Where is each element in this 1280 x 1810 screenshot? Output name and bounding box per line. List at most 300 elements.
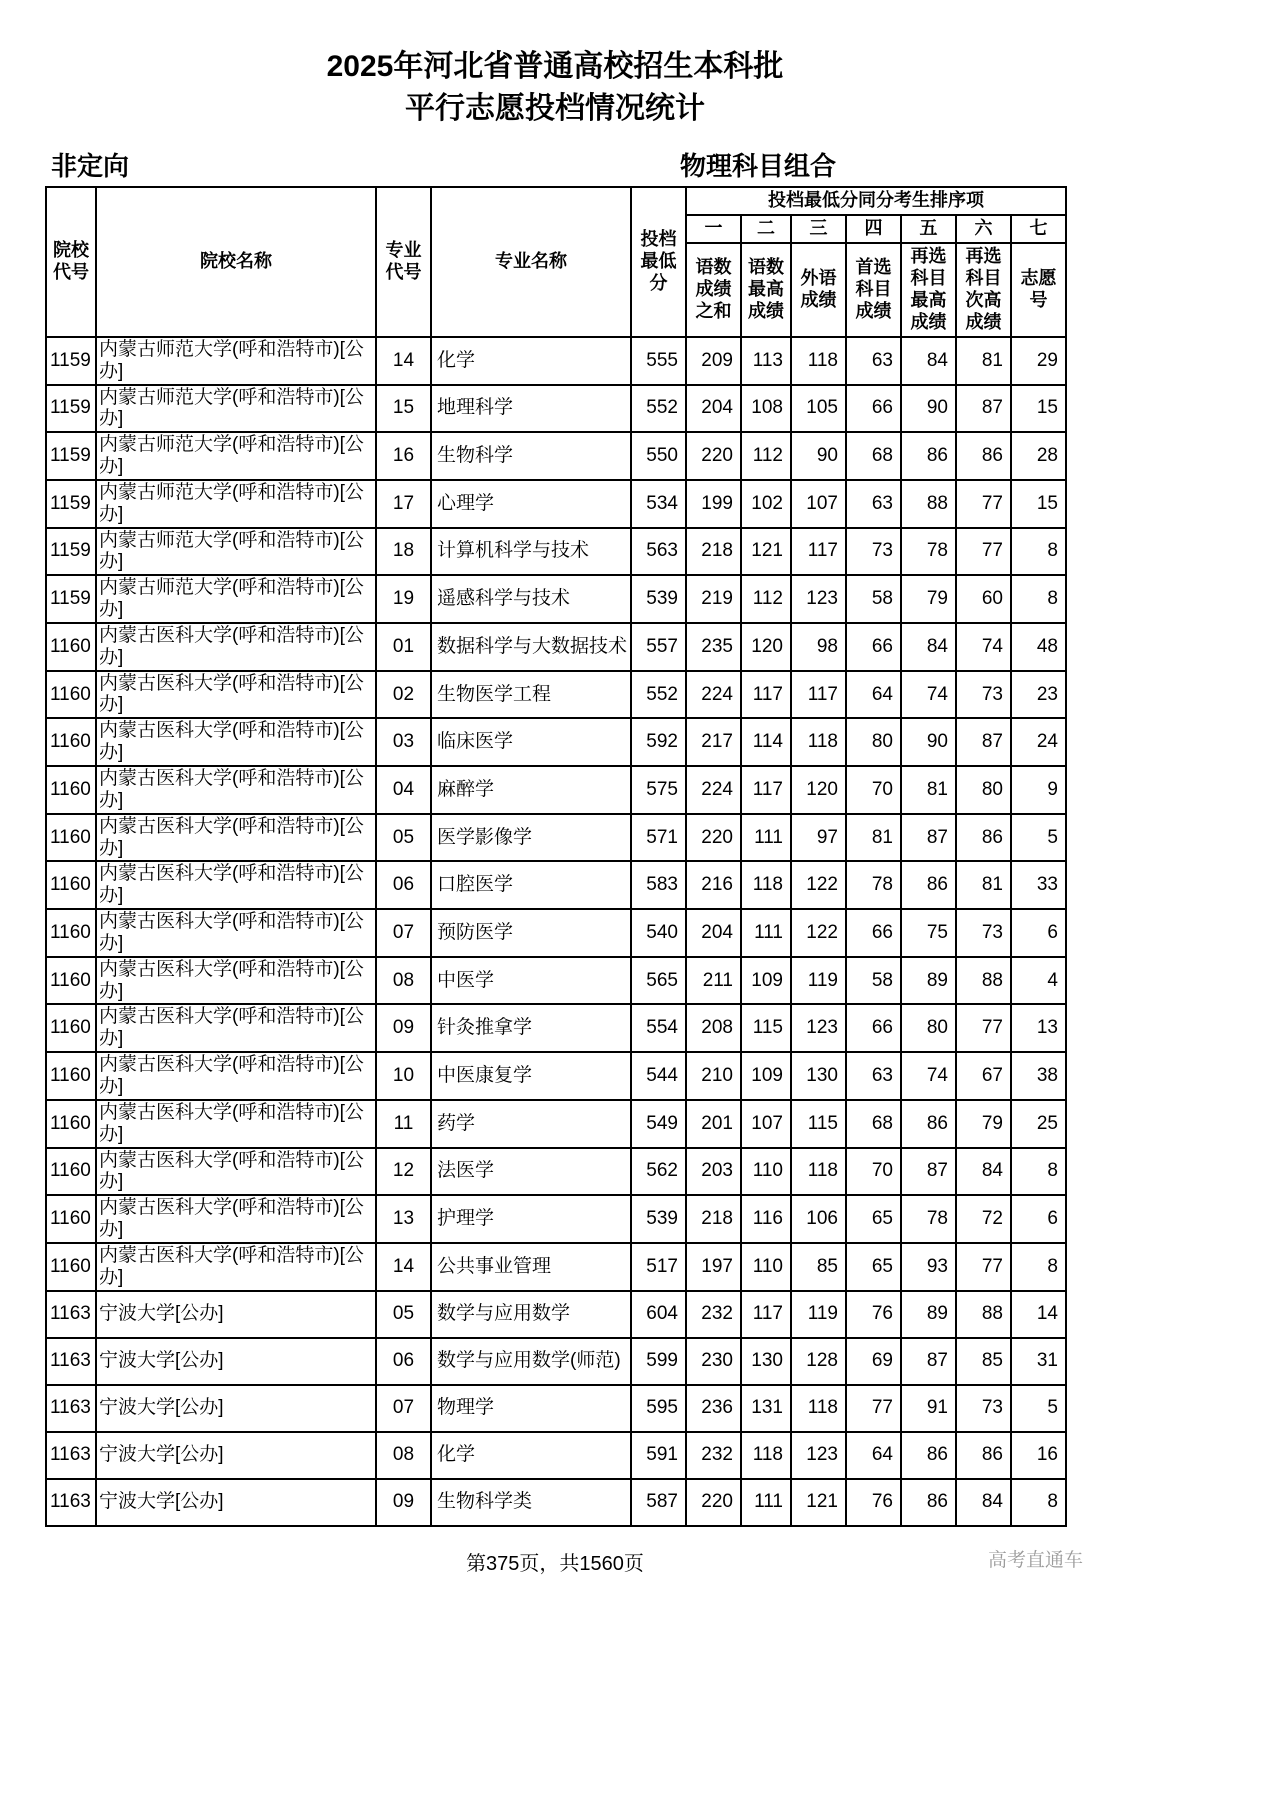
major-code-cell: 07 — [376, 909, 431, 957]
college-code-cell: 1159 — [46, 528, 96, 576]
tiebreak-first-subject-cell: 68 — [846, 1100, 901, 1148]
min-score-cell: 552 — [631, 671, 686, 719]
header-college-name: 院校名称 — [96, 187, 376, 337]
min-score-cell: 587 — [631, 1479, 686, 1526]
volunteer-number-cell: 5 — [1011, 814, 1066, 862]
table-row — [46, 1195, 1066, 1243]
volunteer-number-cell: 8 — [1011, 528, 1066, 576]
college-name-cell: 宁波大学[公办] — [96, 1291, 376, 1338]
tiebreak-reselect-second-cell: 81 — [956, 861, 1011, 909]
tiebreak-reselect-max-cell: 86 — [901, 1479, 956, 1526]
tiebreak-chinese-math-max-cell: 115 — [741, 1004, 791, 1052]
header-min-score: 投档最低分 — [631, 187, 686, 337]
college-name-cell: 宁波大学[公办] — [96, 1385, 376, 1432]
tiebreak-first-subject-cell: 64 — [846, 671, 901, 719]
min-score-cell: 604 — [631, 1291, 686, 1338]
major-name-cell: 遥感科学与技术 — [431, 575, 631, 623]
watermark: 高考直通车 — [988, 1550, 1084, 1571]
tiebreak-reselect-max-cell: 86 — [901, 1432, 956, 1479]
min-score-cell: 583 — [631, 861, 686, 909]
college-name-cell: 内蒙古医科大学(呼和浩特市)[公办] — [96, 814, 376, 862]
tiebreak-first-subject-cell: 80 — [846, 718, 901, 766]
volunteer-number-cell: 23 — [1011, 671, 1066, 719]
tiebreak-reselect-second-cell: 67 — [956, 1052, 1011, 1100]
tiebreak-foreign-language-cell: 119 — [791, 957, 846, 1005]
major-name-cell: 生物科学类 — [431, 1479, 631, 1526]
tie-break-label-7: 志愿号 — [1011, 243, 1066, 337]
college-code-cell: 1160 — [46, 861, 96, 909]
table-row — [46, 1004, 1066, 1052]
table-row — [46, 671, 1066, 719]
tiebreak-chinese-math-sum-cell: 204 — [686, 909, 741, 957]
major-name-cell: 药学 — [431, 1100, 631, 1148]
tiebreak-reselect-second-cell: 74 — [956, 623, 1011, 671]
tiebreak-foreign-language-cell: 118 — [791, 337, 846, 385]
tiebreak-chinese-math-sum-cell: 218 — [686, 1195, 741, 1243]
tiebreak-foreign-language-cell: 130 — [791, 1052, 846, 1100]
tiebreak-first-subject-cell: 77 — [846, 1385, 901, 1432]
college-code-cell: 1160 — [46, 623, 96, 671]
tiebreak-reselect-max-cell: 86 — [901, 432, 956, 480]
college-code-cell: 1160 — [46, 1100, 96, 1148]
college-code-cell: 1159 — [46, 432, 96, 480]
major-code-cell: 08 — [376, 1432, 431, 1479]
tiebreak-chinese-math-max-cell: 112 — [741, 575, 791, 623]
volunteer-number-cell: 8 — [1011, 1479, 1066, 1526]
major-code-cell: 12 — [376, 1148, 431, 1196]
tiebreak-reselect-max-cell: 87 — [901, 1148, 956, 1196]
header-group-row — [46, 187, 1066, 215]
table-row — [46, 480, 1066, 528]
min-score-cell: 557 — [631, 623, 686, 671]
table-row — [46, 1243, 1066, 1291]
major-name-cell: 数据科学与大数据技术 — [431, 623, 631, 671]
tiebreak-foreign-language-cell: 118 — [791, 1385, 846, 1432]
volunteer-number-cell: 38 — [1011, 1052, 1066, 1100]
label-non-directional: 非定向 — [51, 151, 130, 181]
table-row — [46, 337, 1066, 385]
tiebreak-reselect-max-cell: 93 — [901, 1243, 956, 1291]
tiebreak-chinese-math-sum-cell: 220 — [686, 1479, 741, 1526]
page-info: 第375页，共1560页 — [466, 1552, 644, 1575]
tiebreak-chinese-math-sum-cell: 203 — [686, 1148, 741, 1196]
major-code-cell: 16 — [376, 432, 431, 480]
college-name-cell: 内蒙古师范大学(呼和浩特市)[公办] — [96, 385, 376, 433]
label-subject-combination: 物理科目组合 — [680, 151, 837, 181]
tiebreak-foreign-language-cell: 128 — [791, 1338, 846, 1385]
tiebreak-reselect-second-cell: 88 — [956, 957, 1011, 1005]
tiebreak-reselect-max-cell: 74 — [901, 1052, 956, 1100]
tiebreak-foreign-language-cell: 118 — [791, 718, 846, 766]
tiebreak-reselect-second-cell: 60 — [956, 575, 1011, 623]
tiebreak-reselect-second-cell: 73 — [956, 671, 1011, 719]
college-code-cell: 1159 — [46, 480, 96, 528]
tiebreak-reselect-second-cell: 85 — [956, 1338, 1011, 1385]
table-header — [46, 187, 1066, 337]
tiebreak-chinese-math-max-cell: 107 — [741, 1100, 791, 1148]
major-code-cell: 15 — [376, 385, 431, 433]
major-code-cell: 05 — [376, 1291, 431, 1338]
volunteer-number-cell: 48 — [1011, 623, 1066, 671]
major-name-cell: 法医学 — [431, 1148, 631, 1196]
tie-break-number-1: 一 — [686, 215, 741, 243]
college-name-cell: 宁波大学[公办] — [96, 1479, 376, 1526]
tiebreak-chinese-math-sum-cell: 236 — [686, 1385, 741, 1432]
college-code-cell: 1159 — [46, 337, 96, 385]
tiebreak-chinese-math-sum-cell: 232 — [686, 1291, 741, 1338]
min-score-cell: 591 — [631, 1432, 686, 1479]
tiebreak-first-subject-cell: 68 — [846, 432, 901, 480]
college-code-cell: 1160 — [46, 671, 96, 719]
tiebreak-foreign-language-cell: 85 — [791, 1243, 846, 1291]
volunteer-number-cell: 13 — [1011, 1004, 1066, 1052]
college-code-cell: 1160 — [46, 1148, 96, 1196]
table-row — [46, 528, 1066, 576]
tiebreak-reselect-max-cell: 88 — [901, 480, 956, 528]
tiebreak-foreign-language-cell: 107 — [791, 480, 846, 528]
tiebreak-chinese-math-sum-cell: 201 — [686, 1100, 741, 1148]
college-code-cell: 1160 — [46, 909, 96, 957]
college-code-cell: 1160 — [46, 1004, 96, 1052]
major-code-cell: 08 — [376, 957, 431, 1005]
tiebreak-reselect-second-cell: 72 — [956, 1195, 1011, 1243]
tiebreak-chinese-math-max-cell: 130 — [741, 1338, 791, 1385]
major-code-cell: 03 — [376, 718, 431, 766]
tiebreak-first-subject-cell: 66 — [846, 385, 901, 433]
volunteer-number-cell: 24 — [1011, 718, 1066, 766]
min-score-cell: 562 — [631, 1148, 686, 1196]
tiebreak-chinese-math-sum-cell: 216 — [686, 861, 741, 909]
volunteer-number-cell: 14 — [1011, 1291, 1066, 1338]
min-score-cell: 550 — [631, 432, 686, 480]
tiebreak-foreign-language-cell: 117 — [791, 671, 846, 719]
college-code-cell: 1160 — [46, 814, 96, 862]
volunteer-number-cell: 4 — [1011, 957, 1066, 1005]
tiebreak-reselect-max-cell: 78 — [901, 1195, 956, 1243]
tiebreak-first-subject-cell: 76 — [846, 1291, 901, 1338]
table-row — [46, 1148, 1066, 1196]
header-major-name: 专业名称 — [431, 187, 631, 337]
tiebreak-chinese-math-max-cell: 120 — [741, 623, 791, 671]
tiebreak-foreign-language-cell: 120 — [791, 766, 846, 814]
college-code-cell: 1160 — [46, 1243, 96, 1291]
tiebreak-foreign-language-cell: 98 — [791, 623, 846, 671]
college-code-cell: 1160 — [46, 1195, 96, 1243]
tie-break-number-7: 七 — [1011, 215, 1066, 243]
college-name-cell: 内蒙古师范大学(呼和浩特市)[公办] — [96, 528, 376, 576]
college-code-cell: 1163 — [46, 1385, 96, 1432]
college-code-cell: 1163 — [46, 1291, 96, 1338]
major-code-cell: 09 — [376, 1004, 431, 1052]
tiebreak-reselect-max-cell: 90 — [901, 718, 956, 766]
tiebreak-first-subject-cell: 65 — [846, 1243, 901, 1291]
major-code-cell: 10 — [376, 1052, 431, 1100]
tiebreak-chinese-math-max-cell: 118 — [741, 861, 791, 909]
tiebreak-reselect-second-cell: 77 — [956, 1243, 1011, 1291]
tiebreak-reselect-max-cell: 86 — [901, 1100, 956, 1148]
volunteer-number-cell: 8 — [1011, 575, 1066, 623]
tiebreak-reselect-second-cell: 77 — [956, 1004, 1011, 1052]
tiebreak-chinese-math-sum-cell: 197 — [686, 1243, 741, 1291]
tiebreak-reselect-max-cell: 81 — [901, 766, 956, 814]
major-code-cell: 05 — [376, 814, 431, 862]
tiebreak-reselect-second-cell: 80 — [956, 766, 1011, 814]
major-name-cell: 生物医学工程 — [431, 671, 631, 719]
college-code-cell: 1163 — [46, 1432, 96, 1479]
tiebreak-first-subject-cell: 78 — [846, 861, 901, 909]
min-score-cell: 563 — [631, 528, 686, 576]
tiebreak-chinese-math-max-cell: 111 — [741, 814, 791, 862]
title-line-2: 平行志愿投档情况统计 — [405, 92, 705, 125]
college-name-cell: 内蒙古医科大学(呼和浩特市)[公办] — [96, 909, 376, 957]
tiebreak-first-subject-cell: 65 — [846, 1195, 901, 1243]
page-footer — [45, 1547, 1065, 1576]
tiebreak-foreign-language-cell: 123 — [791, 1004, 846, 1052]
college-name-cell: 内蒙古师范大学(呼和浩特市)[公办] — [96, 575, 376, 623]
college-name-cell: 内蒙古医科大学(呼和浩特市)[公办] — [96, 1243, 376, 1291]
tiebreak-chinese-math-max-cell: 121 — [741, 528, 791, 576]
table-row — [46, 575, 1066, 623]
tiebreak-first-subject-cell: 70 — [846, 1148, 901, 1196]
page-title — [45, 46, 1065, 130]
college-name-cell: 内蒙古医科大学(呼和浩特市)[公办] — [96, 1148, 376, 1196]
table-row — [46, 432, 1066, 480]
table-row — [46, 1338, 1066, 1385]
table-row — [46, 1100, 1066, 1148]
major-name-cell: 麻醉学 — [431, 766, 631, 814]
title-line-1: 2025年河北省普通高校招生本科批 — [326, 50, 784, 83]
table-row — [46, 1291, 1066, 1338]
college-name-cell: 内蒙古医科大学(呼和浩特市)[公办] — [96, 957, 376, 1005]
tiebreak-reselect-second-cell: 81 — [956, 337, 1011, 385]
tiebreak-chinese-math-sum-cell: 220 — [686, 814, 741, 862]
tiebreak-reselect-max-cell: 91 — [901, 1385, 956, 1432]
min-score-cell: 540 — [631, 909, 686, 957]
college-code-cell: 1163 — [46, 1338, 96, 1385]
tiebreak-chinese-math-max-cell: 109 — [741, 1052, 791, 1100]
tie-break-label-6: 再选科目次高成绩 — [956, 243, 1011, 337]
major-name-cell: 心理学 — [431, 480, 631, 528]
tiebreak-foreign-language-cell: 117 — [791, 528, 846, 576]
tiebreak-first-subject-cell: 58 — [846, 575, 901, 623]
tiebreak-reselect-max-cell: 86 — [901, 861, 956, 909]
tiebreak-first-subject-cell: 69 — [846, 1338, 901, 1385]
min-score-cell: 575 — [631, 766, 686, 814]
major-code-cell: 11 — [376, 1100, 431, 1148]
major-name-cell: 计算机科学与技术 — [431, 528, 631, 576]
major-name-cell: 生物科学 — [431, 432, 631, 480]
tiebreak-chinese-math-sum-cell: 217 — [686, 718, 741, 766]
tiebreak-foreign-language-cell: 123 — [791, 575, 846, 623]
tiebreak-first-subject-cell: 81 — [846, 814, 901, 862]
tiebreak-first-subject-cell: 66 — [846, 909, 901, 957]
tiebreak-chinese-math-max-cell: 117 — [741, 766, 791, 814]
tiebreak-first-subject-cell: 63 — [846, 337, 901, 385]
major-name-cell: 预防医学 — [431, 909, 631, 957]
tiebreak-first-subject-cell: 58 — [846, 957, 901, 1005]
tiebreak-foreign-language-cell: 97 — [791, 814, 846, 862]
tiebreak-reselect-max-cell: 89 — [901, 957, 956, 1005]
tiebreak-reselect-max-cell: 84 — [901, 337, 956, 385]
tiebreak-chinese-math-sum-cell: 224 — [686, 671, 741, 719]
tiebreak-reselect-max-cell: 90 — [901, 385, 956, 433]
volunteer-number-cell: 6 — [1011, 1195, 1066, 1243]
volunteer-number-cell: 8 — [1011, 1148, 1066, 1196]
min-score-cell: 539 — [631, 575, 686, 623]
tie-break-number-2: 二 — [741, 215, 791, 243]
tiebreak-foreign-language-cell: 122 — [791, 909, 846, 957]
major-code-cell: 18 — [376, 528, 431, 576]
tiebreak-first-subject-cell: 73 — [846, 528, 901, 576]
tiebreak-chinese-math-max-cell: 116 — [741, 1195, 791, 1243]
tiebreak-reselect-max-cell: 75 — [901, 909, 956, 957]
tiebreak-chinese-math-max-cell: 111 — [741, 1479, 791, 1526]
tiebreak-first-subject-cell: 70 — [846, 766, 901, 814]
table-row — [46, 766, 1066, 814]
min-score-cell: 549 — [631, 1100, 686, 1148]
college-name-cell: 宁波大学[公办] — [96, 1432, 376, 1479]
major-name-cell: 公共事业管理 — [431, 1243, 631, 1291]
table-row — [46, 1385, 1066, 1432]
min-score-cell: 592 — [631, 718, 686, 766]
college-name-cell: 内蒙古医科大学(呼和浩特市)[公办] — [96, 671, 376, 719]
volunteer-number-cell: 29 — [1011, 337, 1066, 385]
volunteer-number-cell: 8 — [1011, 1243, 1066, 1291]
major-code-cell: 14 — [376, 1243, 431, 1291]
tie-break-label-2: 语数最高成绩 — [741, 243, 791, 337]
tiebreak-foreign-language-cell: 123 — [791, 1432, 846, 1479]
college-code-cell: 1163 — [46, 1479, 96, 1526]
major-name-cell: 地理科学 — [431, 385, 631, 433]
min-score-cell: 517 — [631, 1243, 686, 1291]
tiebreak-reselect-second-cell: 73 — [956, 909, 1011, 957]
tiebreak-chinese-math-sum-cell: 219 — [686, 575, 741, 623]
college-code-cell: 1160 — [46, 718, 96, 766]
tiebreak-reselect-second-cell: 77 — [956, 528, 1011, 576]
table-row — [46, 957, 1066, 1005]
tiebreak-first-subject-cell: 64 — [846, 1432, 901, 1479]
tiebreak-chinese-math-max-cell: 110 — [741, 1243, 791, 1291]
tie-break-label-5: 再选科目最高成绩 — [901, 243, 956, 337]
tie-break-number-3: 三 — [791, 215, 846, 243]
header-college-code: 院校代号 — [46, 187, 96, 337]
tiebreak-reselect-max-cell: 87 — [901, 814, 956, 862]
volunteer-number-cell: 16 — [1011, 1432, 1066, 1479]
major-code-cell: 07 — [376, 1385, 431, 1432]
college-code-cell: 1159 — [46, 385, 96, 433]
volunteer-number-cell: 25 — [1011, 1100, 1066, 1148]
college-name-cell: 内蒙古医科大学(呼和浩特市)[公办] — [96, 1100, 376, 1148]
major-name-cell: 数学与应用数学 — [431, 1291, 631, 1338]
volunteer-number-cell: 15 — [1011, 385, 1066, 433]
volunteer-number-cell: 9 — [1011, 766, 1066, 814]
tiebreak-chinese-math-max-cell: 131 — [741, 1385, 791, 1432]
tiebreak-chinese-math-sum-cell: 204 — [686, 385, 741, 433]
volunteer-number-cell: 5 — [1011, 1385, 1066, 1432]
tiebreak-chinese-math-max-cell: 117 — [741, 1291, 791, 1338]
major-name-cell: 化学 — [431, 1432, 631, 1479]
tiebreak-chinese-math-max-cell: 112 — [741, 432, 791, 480]
tiebreak-reselect-max-cell: 74 — [901, 671, 956, 719]
college-name-cell: 内蒙古师范大学(呼和浩特市)[公办] — [96, 432, 376, 480]
min-score-cell: 534 — [631, 480, 686, 528]
college-name-cell: 内蒙古师范大学(呼和浩特市)[公办] — [96, 337, 376, 385]
tie-break-label-3: 外语成绩 — [791, 243, 846, 337]
volunteer-number-cell: 6 — [1011, 909, 1066, 957]
tiebreak-first-subject-cell: 66 — [846, 1004, 901, 1052]
tiebreak-chinese-math-max-cell: 108 — [741, 385, 791, 433]
major-name-cell: 临床医学 — [431, 718, 631, 766]
table-row — [46, 1052, 1066, 1100]
tie-break-number-4: 四 — [846, 215, 901, 243]
tiebreak-chinese-math-sum-cell: 218 — [686, 528, 741, 576]
tiebreak-reselect-second-cell: 77 — [956, 480, 1011, 528]
tiebreak-chinese-math-max-cell: 118 — [741, 1432, 791, 1479]
college-name-cell: 宁波大学[公办] — [96, 1338, 376, 1385]
tiebreak-chinese-math-sum-cell: 235 — [686, 623, 741, 671]
major-name-cell: 护理学 — [431, 1195, 631, 1243]
section-labels — [45, 146, 1065, 180]
college-code-cell: 1160 — [46, 957, 96, 1005]
tiebreak-reselect-second-cell: 87 — [956, 385, 1011, 433]
tiebreak-reselect-second-cell: 84 — [956, 1479, 1011, 1526]
college-name-cell: 内蒙古师范大学(呼和浩特市)[公办] — [96, 480, 376, 528]
table-row — [46, 623, 1066, 671]
tie-break-number-6: 六 — [956, 215, 1011, 243]
table-row — [46, 1479, 1066, 1526]
min-score-cell: 554 — [631, 1004, 686, 1052]
tiebreak-foreign-language-cell: 122 — [791, 861, 846, 909]
tiebreak-reselect-second-cell: 86 — [956, 432, 1011, 480]
tiebreak-reselect-second-cell: 86 — [956, 814, 1011, 862]
tiebreak-first-subject-cell: 66 — [846, 623, 901, 671]
major-name-cell: 中医康复学 — [431, 1052, 631, 1100]
tiebreak-reselect-second-cell: 86 — [956, 1432, 1011, 1479]
tiebreak-chinese-math-sum-cell: 224 — [686, 766, 741, 814]
major-name-cell: 化学 — [431, 337, 631, 385]
major-code-cell: 09 — [376, 1479, 431, 1526]
table-body — [46, 337, 1066, 1526]
major-code-cell: 17 — [376, 480, 431, 528]
header-tie-break-group: 投档最低分同分考生排序项 — [686, 187, 1066, 215]
volunteer-number-cell: 33 — [1011, 861, 1066, 909]
major-code-cell: 01 — [376, 623, 431, 671]
tiebreak-foreign-language-cell: 105 — [791, 385, 846, 433]
college-name-cell: 内蒙古医科大学(呼和浩特市)[公办] — [96, 861, 376, 909]
tiebreak-foreign-language-cell: 90 — [791, 432, 846, 480]
major-name-cell: 物理学 — [431, 1385, 631, 1432]
min-score-cell: 571 — [631, 814, 686, 862]
major-name-cell: 口腔医学 — [431, 861, 631, 909]
tiebreak-chinese-math-sum-cell: 208 — [686, 1004, 741, 1052]
tiebreak-chinese-math-max-cell: 111 — [741, 909, 791, 957]
tie-break-number-5: 五 — [901, 215, 956, 243]
college-name-cell: 内蒙古医科大学(呼和浩特市)[公办] — [96, 1004, 376, 1052]
tiebreak-reselect-second-cell: 87 — [956, 718, 1011, 766]
college-name-cell: 内蒙古医科大学(呼和浩特市)[公办] — [96, 766, 376, 814]
table-row — [46, 385, 1066, 433]
tiebreak-chinese-math-sum-cell: 232 — [686, 1432, 741, 1479]
tiebreak-chinese-math-max-cell: 117 — [741, 671, 791, 719]
tiebreak-foreign-language-cell: 119 — [791, 1291, 846, 1338]
volunteer-number-cell: 31 — [1011, 1338, 1066, 1385]
table-row — [46, 861, 1066, 909]
tiebreak-chinese-math-max-cell: 102 — [741, 480, 791, 528]
tiebreak-reselect-max-cell: 87 — [901, 1338, 956, 1385]
major-name-cell: 医学影像学 — [431, 814, 631, 862]
major-code-cell: 19 — [376, 575, 431, 623]
college-code-cell: 1160 — [46, 766, 96, 814]
